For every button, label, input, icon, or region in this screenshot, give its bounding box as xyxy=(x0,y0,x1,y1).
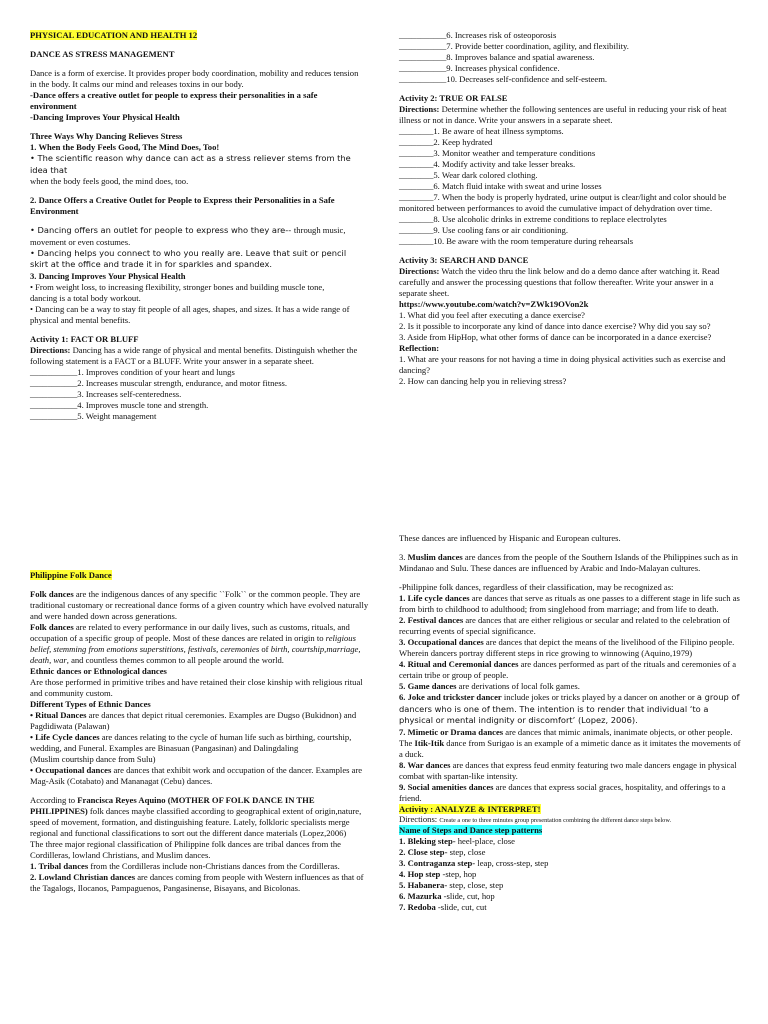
way-2-bullet-cont: through music, xyxy=(293,225,346,235)
intro-point-2: -Dancing Improves Your Physical Health xyxy=(30,112,180,122)
page1-right-column xyxy=(399,30,739,387)
activity-2-directions-label: Directions: xyxy=(399,104,440,114)
analyze-directions-label: Directions: xyxy=(399,813,440,824)
list-item: ___________1. Improves condition of your heart and lungs xyxy=(30,366,235,377)
major-classification: The three major regional classification of Philippine folk dances are tribal dances from the xyxy=(30,839,341,849)
hispanic-note: These dances are influenced by Hispanic and European cultures. xyxy=(399,533,621,543)
list-item: ________6. Match fluid intake with sweat and urine losses xyxy=(399,181,602,191)
rec-term: 8. War dances xyxy=(399,759,451,770)
step-name: 2. Close step- xyxy=(399,846,448,857)
itik-itik-term: Itik-Itik xyxy=(414,737,445,748)
rec-definition: are dances that depict the means of the livelihood of the Filipino people. Wherein dancers portray different steps in rice growing to winnowing (Aquino,1979) xyxy=(399,637,735,658)
activity-1-directions: Dancing has a wide range of physical and mental benefits. Distinguish whether the following statement is a FACT or a BLUFF. Write your answer in a separate sheet. xyxy=(30,344,358,366)
rec-definition: include jokes or tricks played by a dancer on another or xyxy=(501,692,697,702)
step-pattern: leap, cross-step, step xyxy=(475,857,549,868)
rec-definition: are dances that serve as rituals as one passes to a different stage in life such as from birth to childhood to adulthood; from singlehood from marriage; and from life to death. xyxy=(399,593,740,614)
type-term: • Life Cycle dances xyxy=(30,732,100,742)
muslim-definition: are dances from the people of the Southern Islands of the Philippines such as in Mindanao and Sulu. These dances are influenced by Arabic and Indo-Malayan cultures. xyxy=(399,552,738,573)
activity-3-heading: Activity 3: SEARCH AND DANCE xyxy=(399,255,529,265)
list-item: ________7. When the body is properly hydrated, urine output is clear/light and color should be monitored between performances to avoid the cumulative impact of dehydration over time. xyxy=(399,192,727,213)
step-name: 6. Mazurka xyxy=(399,890,442,901)
list-item: ___________6. Increases risk of osteoporosis xyxy=(399,30,557,40)
step-name: 4. Hop step xyxy=(399,868,441,879)
folk-dances-term: Folk dances xyxy=(30,589,74,599)
question-item: 2. How can dancing help you in relieving stress? xyxy=(399,376,567,386)
intro-paragraph: Dance is a form of exercise. It provides proper body coordination, mobility and reduces tension in the body. It calms our mind and releases toxins in our body. xyxy=(30,68,359,89)
rec-term: 5. Game dances xyxy=(399,681,457,691)
step-pattern: heel-place, close xyxy=(455,835,515,846)
step-pattern: -slide, cut, cut xyxy=(435,901,487,912)
list-item: ________10. Be aware with the room temperature during rehearsals xyxy=(399,236,634,246)
way-2-continued: movement or even costumes. xyxy=(30,236,131,247)
way-3-heading: 3. Dancing Improves Your Physical Health xyxy=(30,270,186,281)
question-item: 3. Aside from HipHop, what other forms of dance can be incorporated in a dance exercise? xyxy=(399,332,712,342)
ethnic-definition: Are those performed in primitive tribes and have retained their close kinship with religious ritual and community custom. xyxy=(30,677,363,698)
rec-term: 1. Life cycle dances xyxy=(399,593,470,603)
aquino-name: Francisca Reyes Aquino xyxy=(77,795,166,805)
question-item: 2. Is it possible to incorporate any kind of dance into dance exercise? Why did you say so? xyxy=(399,321,711,331)
rec-definition: are dances that are either religious or secular and related to the celebration of recurring events of special significance. xyxy=(399,615,730,636)
step-pattern: -slide, cut, hop xyxy=(441,890,495,901)
way-1-bullet: • The scientific reason why dance can act as a stress reliever stems from the idea that xyxy=(30,153,351,175)
way-1-heading: 1. When the Body Feels Good, The Mind Does, Too! xyxy=(30,142,220,152)
list-item: ________8. Use alcoholic drinks in extreme conditions to replace electrolytes xyxy=(399,214,667,224)
rec-definition: are dances performed as part of the rituals and ceremonies of a certain tribe or group of people. xyxy=(399,659,737,680)
list-item: ___________8. Improves balance and spatial awareness. xyxy=(399,52,595,62)
page-title: DANCE AS STRESS MANAGEMENT xyxy=(30,49,175,59)
activity-2-directions: Determine whether the following sentences are useful in reducing your risk of heat illness or not in dance. Write your answers in a separate sheet. xyxy=(399,104,727,125)
rec-term: 3. Occupational dances xyxy=(399,637,484,647)
way-2-bullet: • Dancing offers an outlet for people to express who they are-- xyxy=(30,225,294,235)
muslim-term: Muslim dances xyxy=(407,552,463,562)
folk-text: are related to every performance in our daily lives, such as customs, rituals, and occupation of a specific group of people. Most of these dances are related in origin to xyxy=(30,622,350,643)
way-3-continued: dancing is a total body workout. xyxy=(30,292,141,303)
step-pattern: -step, hop xyxy=(440,868,477,879)
ethnic-heading: Ethnic dances or Ethnological dances xyxy=(30,666,167,676)
type-term: • Occupational dances xyxy=(30,765,112,775)
folk-dances-term-2: Folk dances xyxy=(30,622,74,632)
activity-2-heading: Activity 2: TRUE OR FALSE xyxy=(399,93,508,103)
rec-definition: are derivations of local folk games. xyxy=(456,681,580,691)
step-name: 1. Bleking step- xyxy=(399,835,456,846)
step-item xyxy=(399,880,741,891)
step-item xyxy=(399,836,741,847)
muslim-number: 3. xyxy=(399,552,408,562)
rec-definition: are dances that express feud enmity featuring two male dancers engage in physical combat with spartan-like intensity. xyxy=(399,759,737,781)
list-item: ________9. Use cooling fans or air conditioning. xyxy=(399,225,568,235)
page2-left-column xyxy=(30,570,370,894)
lowland-definition: are dances coming from people with Western influences as that of the Tagalogs, Ilocanos, Pampaguenos, Pangasinense, Bisayans, and Bicolonas. xyxy=(30,872,364,893)
list-item: ________5. Wear dark colored clothing. xyxy=(399,170,538,180)
types-heading: Different Types of Ethnic Dances xyxy=(30,699,151,709)
question-item: 1. What are your reasons for not having a time in doing physical activities such as exercise and dancing? xyxy=(399,354,726,375)
list-item: ___________4. Improves muscle tone and strength. xyxy=(30,399,209,410)
way-1-continued: when the body feels good, the mind does, too. xyxy=(30,176,189,186)
aquino-title: (MOTHER OF FOLK DANCE IN THE PHILIPPINES) xyxy=(30,795,315,816)
step-item xyxy=(399,902,741,913)
list-item: ___________7. Provide better coordination, agility, and flexibility. xyxy=(399,41,629,51)
activity-3-directions: Watch the video thru the link below and do a demo dance after watching it. Read carefully and answer the processing questions that follow thereafter. Write your answer in a separate sheet. xyxy=(399,266,720,298)
tribal-term: 1. Tribal dances xyxy=(30,861,89,871)
lowland-term: 2. Lowland Christian dances xyxy=(30,872,136,882)
type-definition: are dances that depict ritual ceremonies. Examples are Dugso (Bukidnon) and Pagdidiwata (Palawan) xyxy=(30,710,357,731)
list-item: ________2. Keep hydrated xyxy=(399,137,493,147)
rec-definition: are dances that express social graces, hospitality, and offerings to a friend. xyxy=(399,781,726,803)
subject-heading: PHYSICAL EDUCATION AND HEALTH 12 xyxy=(30,30,198,40)
activity-1-directions-label: Directions: xyxy=(30,344,71,355)
list-item: ________4. Modify activity and take lesser breaks. xyxy=(399,159,576,169)
tribal-definition: from the Cordilleras include non-Christians dances from the Cordilleras. xyxy=(88,861,340,871)
folk-text: of xyxy=(259,644,271,654)
step-item xyxy=(399,869,741,880)
folk-text-italic: birth, courtship,marriage, death, war xyxy=(30,644,361,665)
question-item: 1. What did you feel after executing a dance exercise? xyxy=(399,310,585,320)
page1-left-column xyxy=(30,30,366,422)
rec-definition: are dances that mimic animals, inanimate objects, or other people. The xyxy=(399,726,733,748)
rec-definition: dance from Surigao is an example of a mimetic dance as it imitates the movements of a duck. xyxy=(399,737,741,759)
rec-term: 7. Mimetic or Drama dances xyxy=(399,726,504,737)
step-name: 7. Redoba xyxy=(399,901,436,912)
type-term: • Ritual Dances xyxy=(30,710,87,720)
type-definition: are dances that exhibit work and occupation of the dancer. Examples are Mag-Asik (Cotabato) and Mananagat (Cebu) dances. xyxy=(30,765,363,786)
way-3-bullet: • From weight loss, to increasing flexibility, stronger bones and building muscle tone, xyxy=(30,281,325,292)
page2-right-column xyxy=(399,533,741,913)
reflection-heading: Reflection: xyxy=(399,343,440,353)
step-pattern: step, close, step xyxy=(447,879,504,890)
list-item: ___________2. Increases muscular strength, endurance, and motor fitness. xyxy=(30,377,288,388)
rec-term: 9. Social amenities dances xyxy=(399,781,494,792)
folk-text: , and countless themes common to all people around the world. xyxy=(66,655,284,665)
analyze-activity-heading: Activity : ANALYZE & INTERPRET! xyxy=(399,803,541,814)
list-item: ___________9. Increases physical confidence. xyxy=(399,63,560,73)
type-extra: (Muslim courtship dance from Sulu) xyxy=(30,754,156,764)
analyze-directions: Create a one to three minutes group presentation combining the different dance steps below. xyxy=(439,816,672,824)
list-item: ___________5. Weight management xyxy=(30,410,157,421)
steps-heading: Name of Steps and Dance step patterns xyxy=(399,824,543,835)
folk-dance-title: Philippine Folk Dance xyxy=(30,570,112,580)
rec-definition-sans: a group of dancers who is one of them. The intention is to render that individual ‘to a physical or mental indignity or discomfort’ (Lopez, 2006). xyxy=(399,692,740,725)
step-name: 3. Contraganza step- xyxy=(399,857,476,868)
step-item xyxy=(399,891,741,902)
rec-term: 6. Joke and trickster dancer xyxy=(399,692,502,702)
aquino-text: folk dances maybe classified according to geographical extent of origin,nature, speed of movement, formation, and distinguishing feature. Lately, folkloric specialists merge regional and functional classifications to sort out the different dance materials (Lopez,2006) xyxy=(30,806,362,838)
way-2-heading: 2. Dance Offers a Creative Outlet for People to Express their Personalities in a Safe Environment xyxy=(30,195,335,216)
step-name: 5. Habanera- xyxy=(399,879,448,890)
activity-3-directions-label: Directions: xyxy=(399,266,440,276)
aquino-text: According to xyxy=(30,795,78,805)
step-item xyxy=(399,858,741,869)
way-3-second-bullet: • Dancing can be a way to stay fit people of all ages, shapes, and sizes. It has a wide range of physical and mental benefits. xyxy=(30,303,350,325)
intro-point-1: -Dance offers a creative outlet for people to express their personalities in a safe environment xyxy=(30,90,318,111)
step-item xyxy=(399,847,741,858)
list-item: ________1. Be aware of heat illness symptoms. xyxy=(399,126,564,136)
step-pattern: step, close xyxy=(447,846,486,857)
list-item: ___________3. Increases self-centeredness. xyxy=(30,388,182,399)
video-link[interactable]: https://www.youtube.com/watch?v=ZWk19OVon2k xyxy=(399,299,589,309)
rec-term: 4. Ritual and Ceremonial dances xyxy=(399,659,519,669)
folk-text-italic: religious belief, stemming from emotions superstitions, festivals, ceremonies xyxy=(30,633,356,654)
folk-dances-definition: are the indigenous dances of any specific ``Folk`` or the common people. They are traditional customary or recreational dance forms of a given country which have evolved naturally and were handed down across generations. xyxy=(30,589,369,621)
recognized-intro: -Philippine folk dances, regardless of their classification, may be recognized as: xyxy=(399,582,674,592)
activity-1-heading: Activity 1: FACT OR BLUFF xyxy=(30,333,139,344)
way-2-second-bullet: • Dancing helps you connect to who you really are. Leave that suit or pencil skirt at the office and trade it in for sparkles and spandex. xyxy=(30,247,347,269)
rec-term: 2. Festival dances xyxy=(399,615,464,625)
major-classification-cont: Cordilleras, lowland Christians, and Muslim dances. xyxy=(30,850,211,860)
list-item: ________3. Monitor weather and temperature conditions xyxy=(399,148,596,158)
list-item: ___________10. Decreases self-confidence and self-esteem. xyxy=(399,74,608,84)
ways-heading: Three Ways Why Dancing Relieves Stress xyxy=(30,131,183,141)
type-definition: are dances relating to the cycle of human life such as birthing, courtship, wedding, and Funeral. Examples are Binasuan (Pangasinan) and Dalingdaling xyxy=(30,732,352,753)
